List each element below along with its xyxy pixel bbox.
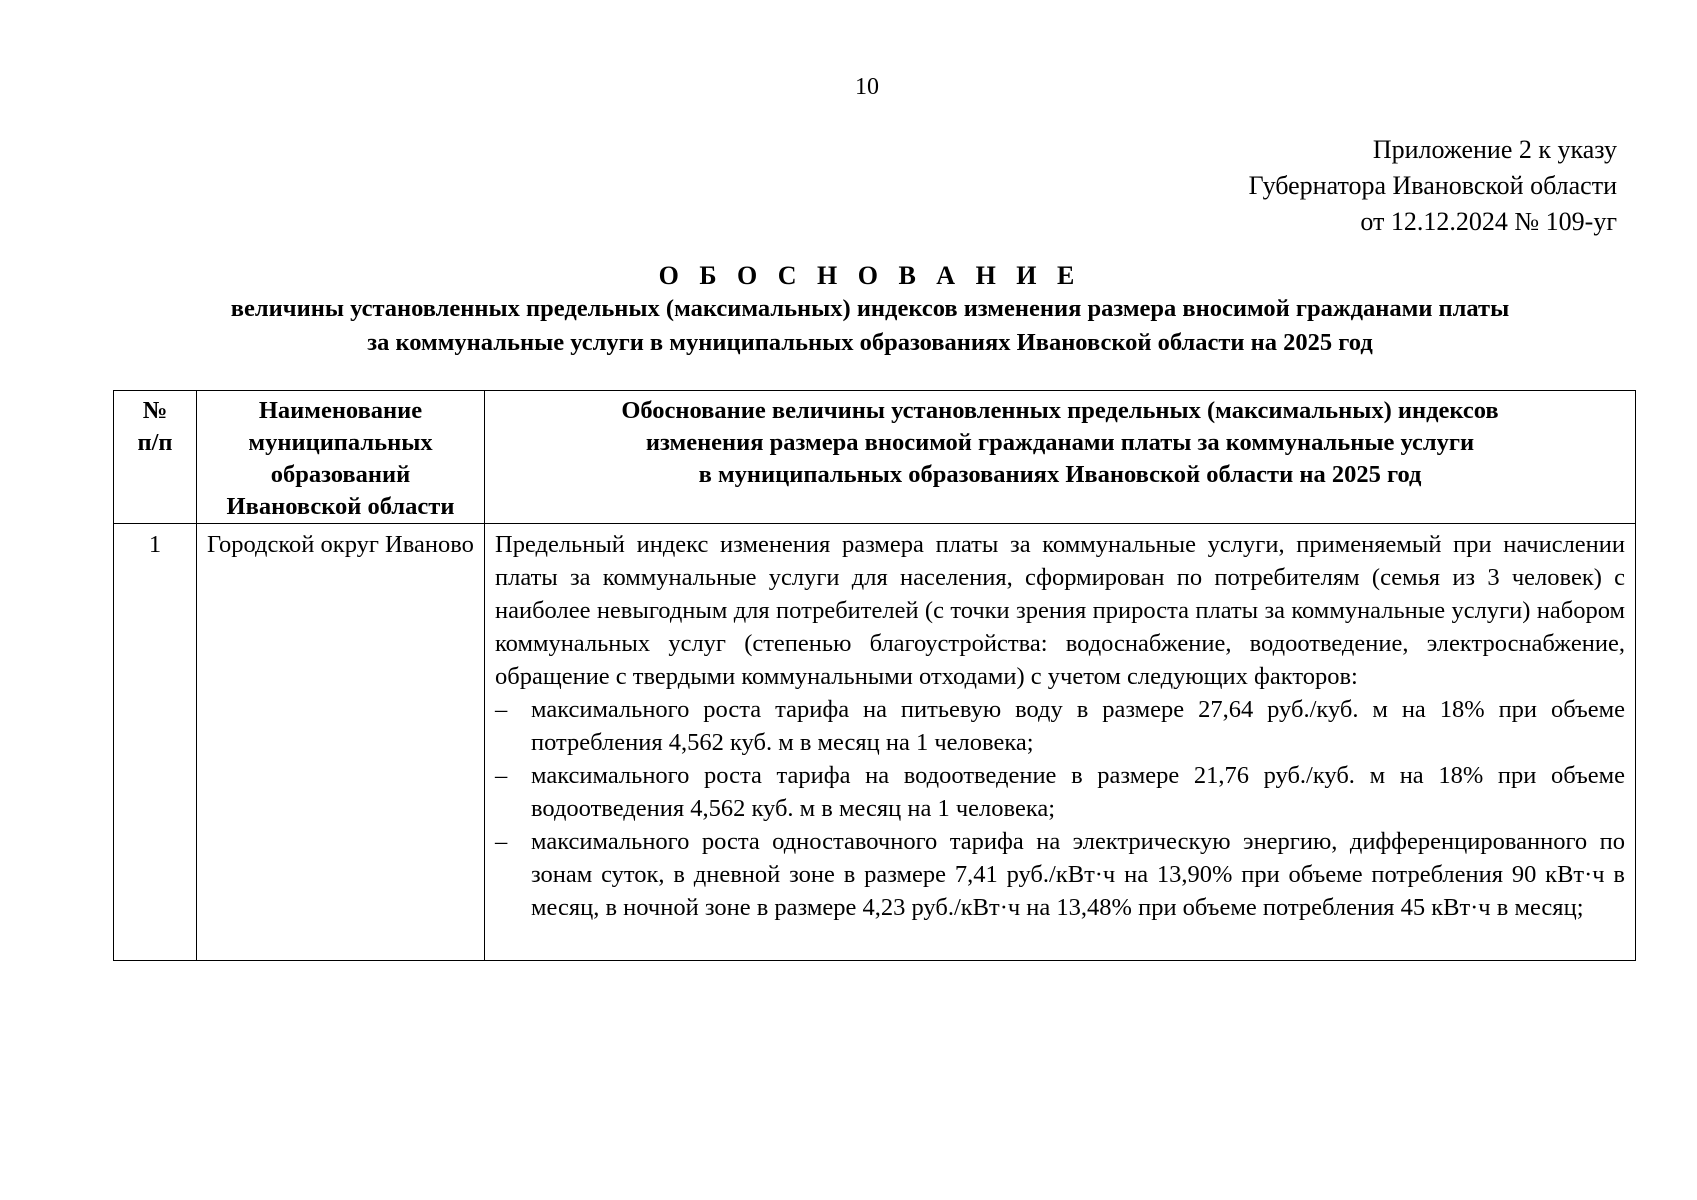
- justification-text: [485, 524, 1636, 961]
- appendix-line-2: Губернатора Ивановской области: [1248, 171, 1617, 200]
- list-item: [495, 693, 1625, 759]
- document-subtitle-line-2: за коммунальные услуги в муниципальных образованиях Ивановской области на 2025 год: [367, 329, 1373, 356]
- page-number: 10: [855, 74, 879, 100]
- header-justification-line-2: изменения размера вносимой гражданами платы за коммунальные услуги: [645, 429, 1475, 456]
- header-justification: [485, 391, 1636, 524]
- table-header-row: [114, 391, 1636, 524]
- appendix-reference: [1249, 132, 1617, 240]
- justification-intro: Предельный индекс изменения размера платы за коммунальные услуги, применяемый при начислении платы за коммунальные услуги для населения, сформирован по потребителям (семья из 3 человек) с наиболее невыгодным для потребителей (с точки зрения прироста платы за коммунальные услуги) набором коммунальных услуг (степенью благоустройства: водоснабжение, водоотведение, электроснабжение, обращение с твердыми коммунальными отходами) с учетом следующих факторов:: [495, 531, 1625, 690]
- factors-list: [495, 693, 1625, 924]
- header-number-label: п/п: [137, 429, 173, 456]
- table-row: [114, 524, 1636, 961]
- header-justification-line-3: в муниципальных образованиях Ивановской области на 2025 год: [698, 461, 1422, 488]
- appendix-line-1: Приложение 2 к указу: [1372, 135, 1617, 164]
- list-item: [495, 759, 1625, 825]
- document-title: О Б О С Н О В А Н И Е: [658, 261, 1082, 290]
- document-subtitle-line-1: величины установленных предельных (максимальных) индексов изменения размера вносимой гражданами платы: [230, 295, 1510, 322]
- factor-text: максимального роста тарифа на питьевую воду в размере 27,64 руб./куб. м на 18% при объеме потребления 4,562 куб. м в месяц на 1 человека;: [531, 696, 1625, 756]
- factor-text: максимального роста тарифа на водоотведение в размере 21,76 руб./куб. м на 18% при объеме водоотведения 4,562 куб. м в месяц на 1 человека;: [531, 762, 1625, 822]
- header-municipality: Наименование муниципальных образований Ивановской области: [197, 391, 485, 524]
- municipality-name: Городской округ Иваново: [197, 524, 485, 961]
- appendix-line-3: от 12.12.2024 № 109-уг: [1360, 207, 1617, 236]
- header-number: [114, 391, 197, 524]
- justification-table: [113, 390, 1636, 961]
- header-number-symbol: №: [142, 397, 168, 424]
- dash-bullet: –: [495, 762, 508, 789]
- list-item: [495, 825, 1625, 924]
- header-justification-line-1: Обоснование величины установленных предельных (максимальных) индексов: [621, 397, 1499, 424]
- factor-text: максимального роста одноставочного тарифа на электрическую энергию, дифференцированного по зонам суток, в дневной зоне в размере 7,41 руб./кВт·ч на 13,90% при объеме потребления 90 кВт·ч в месяц, в ночной зоне в размере 4,23 руб./кВт·ч на 13,48% при объеме потребления 45 кВт·ч в месяц;: [531, 828, 1625, 921]
- document-heading: [110, 260, 1630, 360]
- dash-bullet: –: [495, 696, 508, 723]
- row-number: 1: [114, 524, 197, 961]
- dash-bullet: –: [495, 828, 508, 855]
